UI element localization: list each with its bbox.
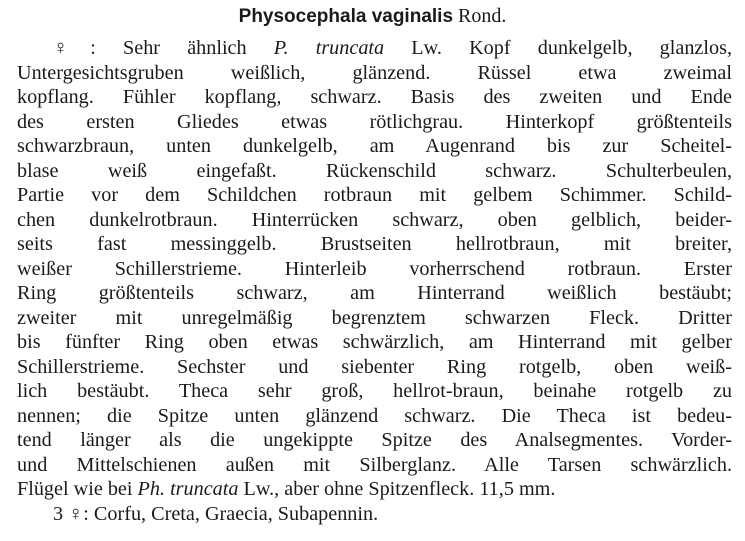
- text-line: [17, 453, 732, 478]
- text-line: [17, 428, 732, 453]
- text-segment: blase weiß eingefaßt. Rückenschild schwarz. Schulterbeulen,: [17, 159, 732, 182]
- text-line: [17, 61, 732, 86]
- text-segment: Lw. Kopf dunkelgelb, glanzlos,: [384, 37, 732, 59]
- italic-text-segment: P. truncata: [273, 37, 385, 59]
- text-segment: schwarzbraun, unten dunkelgelb, am Augenrand bis zur Scheitel-: [17, 135, 732, 157]
- text-segment: chen dunkelrotbraun. Hinterrücken schwarz, oben gelblich, beider-: [17, 208, 732, 231]
- text-segment: Lw., aber ohne Spitzenfleck. 11,5 mm.: [238, 478, 556, 500]
- text-segment: weißer Schillerstrieme. Hinterleib vorherrschend rotbraun. Erster: [17, 257, 732, 280]
- text-segment: tend länger als die ungekippte Spitze des Analsegmentes. Vorder-: [17, 429, 732, 451]
- text-line: [17, 159, 732, 184]
- text-line: [17, 183, 732, 208]
- text-line: [17, 134, 732, 159]
- text-segment: lich bestäubt. Theca sehr groß, hellrot-braun, beinahe rotgelb zu: [17, 380, 732, 402]
- text-segment: zweiter mit unregelmäßig begrenztem schwarzen Fleck. Dritter: [17, 306, 732, 329]
- text-line: [17, 85, 732, 110]
- text-line: [17, 110, 732, 135]
- text-segment: des ersten Gliedes etwas rötlichgrau. Hinterkopf größtenteils: [17, 110, 732, 133]
- text-segment: bis fünfter Ring oben etwas schwärzlich, am Hinterrand mit gelber: [17, 331, 732, 353]
- text-segment: Flügel wie bei: [17, 478, 138, 500]
- text-line: [17, 306, 732, 331]
- italic-text-segment: Ph. truncata: [137, 478, 239, 500]
- text-line: [17, 355, 732, 380]
- text-line: [17, 477, 732, 502]
- description-text: [17, 36, 732, 526]
- text-segment: ♀: Sehr ähnlich: [53, 37, 274, 59]
- text-line: [17, 257, 732, 282]
- text-segment: Untergesichtsgruben weißlich, glänzend. Rüssel etwa zweimal: [17, 61, 732, 84]
- text-segment: nennen; die Spitze unten glänzend schwarz. Die Theca ist bedeu-: [17, 404, 732, 427]
- text-segment: 3 ♀: Corfu, Creta, Graecia, Subapennin.: [53, 502, 379, 525]
- text-line: [17, 36, 732, 61]
- text-segment: Partie vor dem Schildchen rotbraun mit gelbem Schimmer. Schild-: [17, 184, 732, 206]
- text-segment: seits fast messinggelb. Brustseiten hellrotbraun, mit breiter,: [17, 233, 732, 255]
- species-heading: [0, 4, 745, 29]
- text-segment: Schillerstrieme. Sechster und siebenter Ring rotgelb, oben weiß-: [17, 355, 732, 378]
- text-line: [17, 208, 732, 233]
- text-line: [17, 404, 732, 429]
- species-author: Rond.: [458, 5, 507, 27]
- text-segment: und Mittelschienen außen mit Silberglanz. Alle Tarsen schwärzlich.: [17, 453, 732, 476]
- text-line: [17, 281, 732, 306]
- text-line: [17, 232, 732, 257]
- text-segment: kopflang. Fühler kopflang, schwarz. Basis des zweiten und Ende: [17, 86, 732, 108]
- text-segment: Ring größtenteils schwarz, am Hinterrand weißlich bestäubt;: [17, 282, 732, 304]
- text-line: [17, 379, 732, 404]
- species-name: Physocephala vaginalis: [238, 6, 454, 27]
- text-line: [17, 330, 732, 355]
- text-line: [17, 502, 732, 527]
